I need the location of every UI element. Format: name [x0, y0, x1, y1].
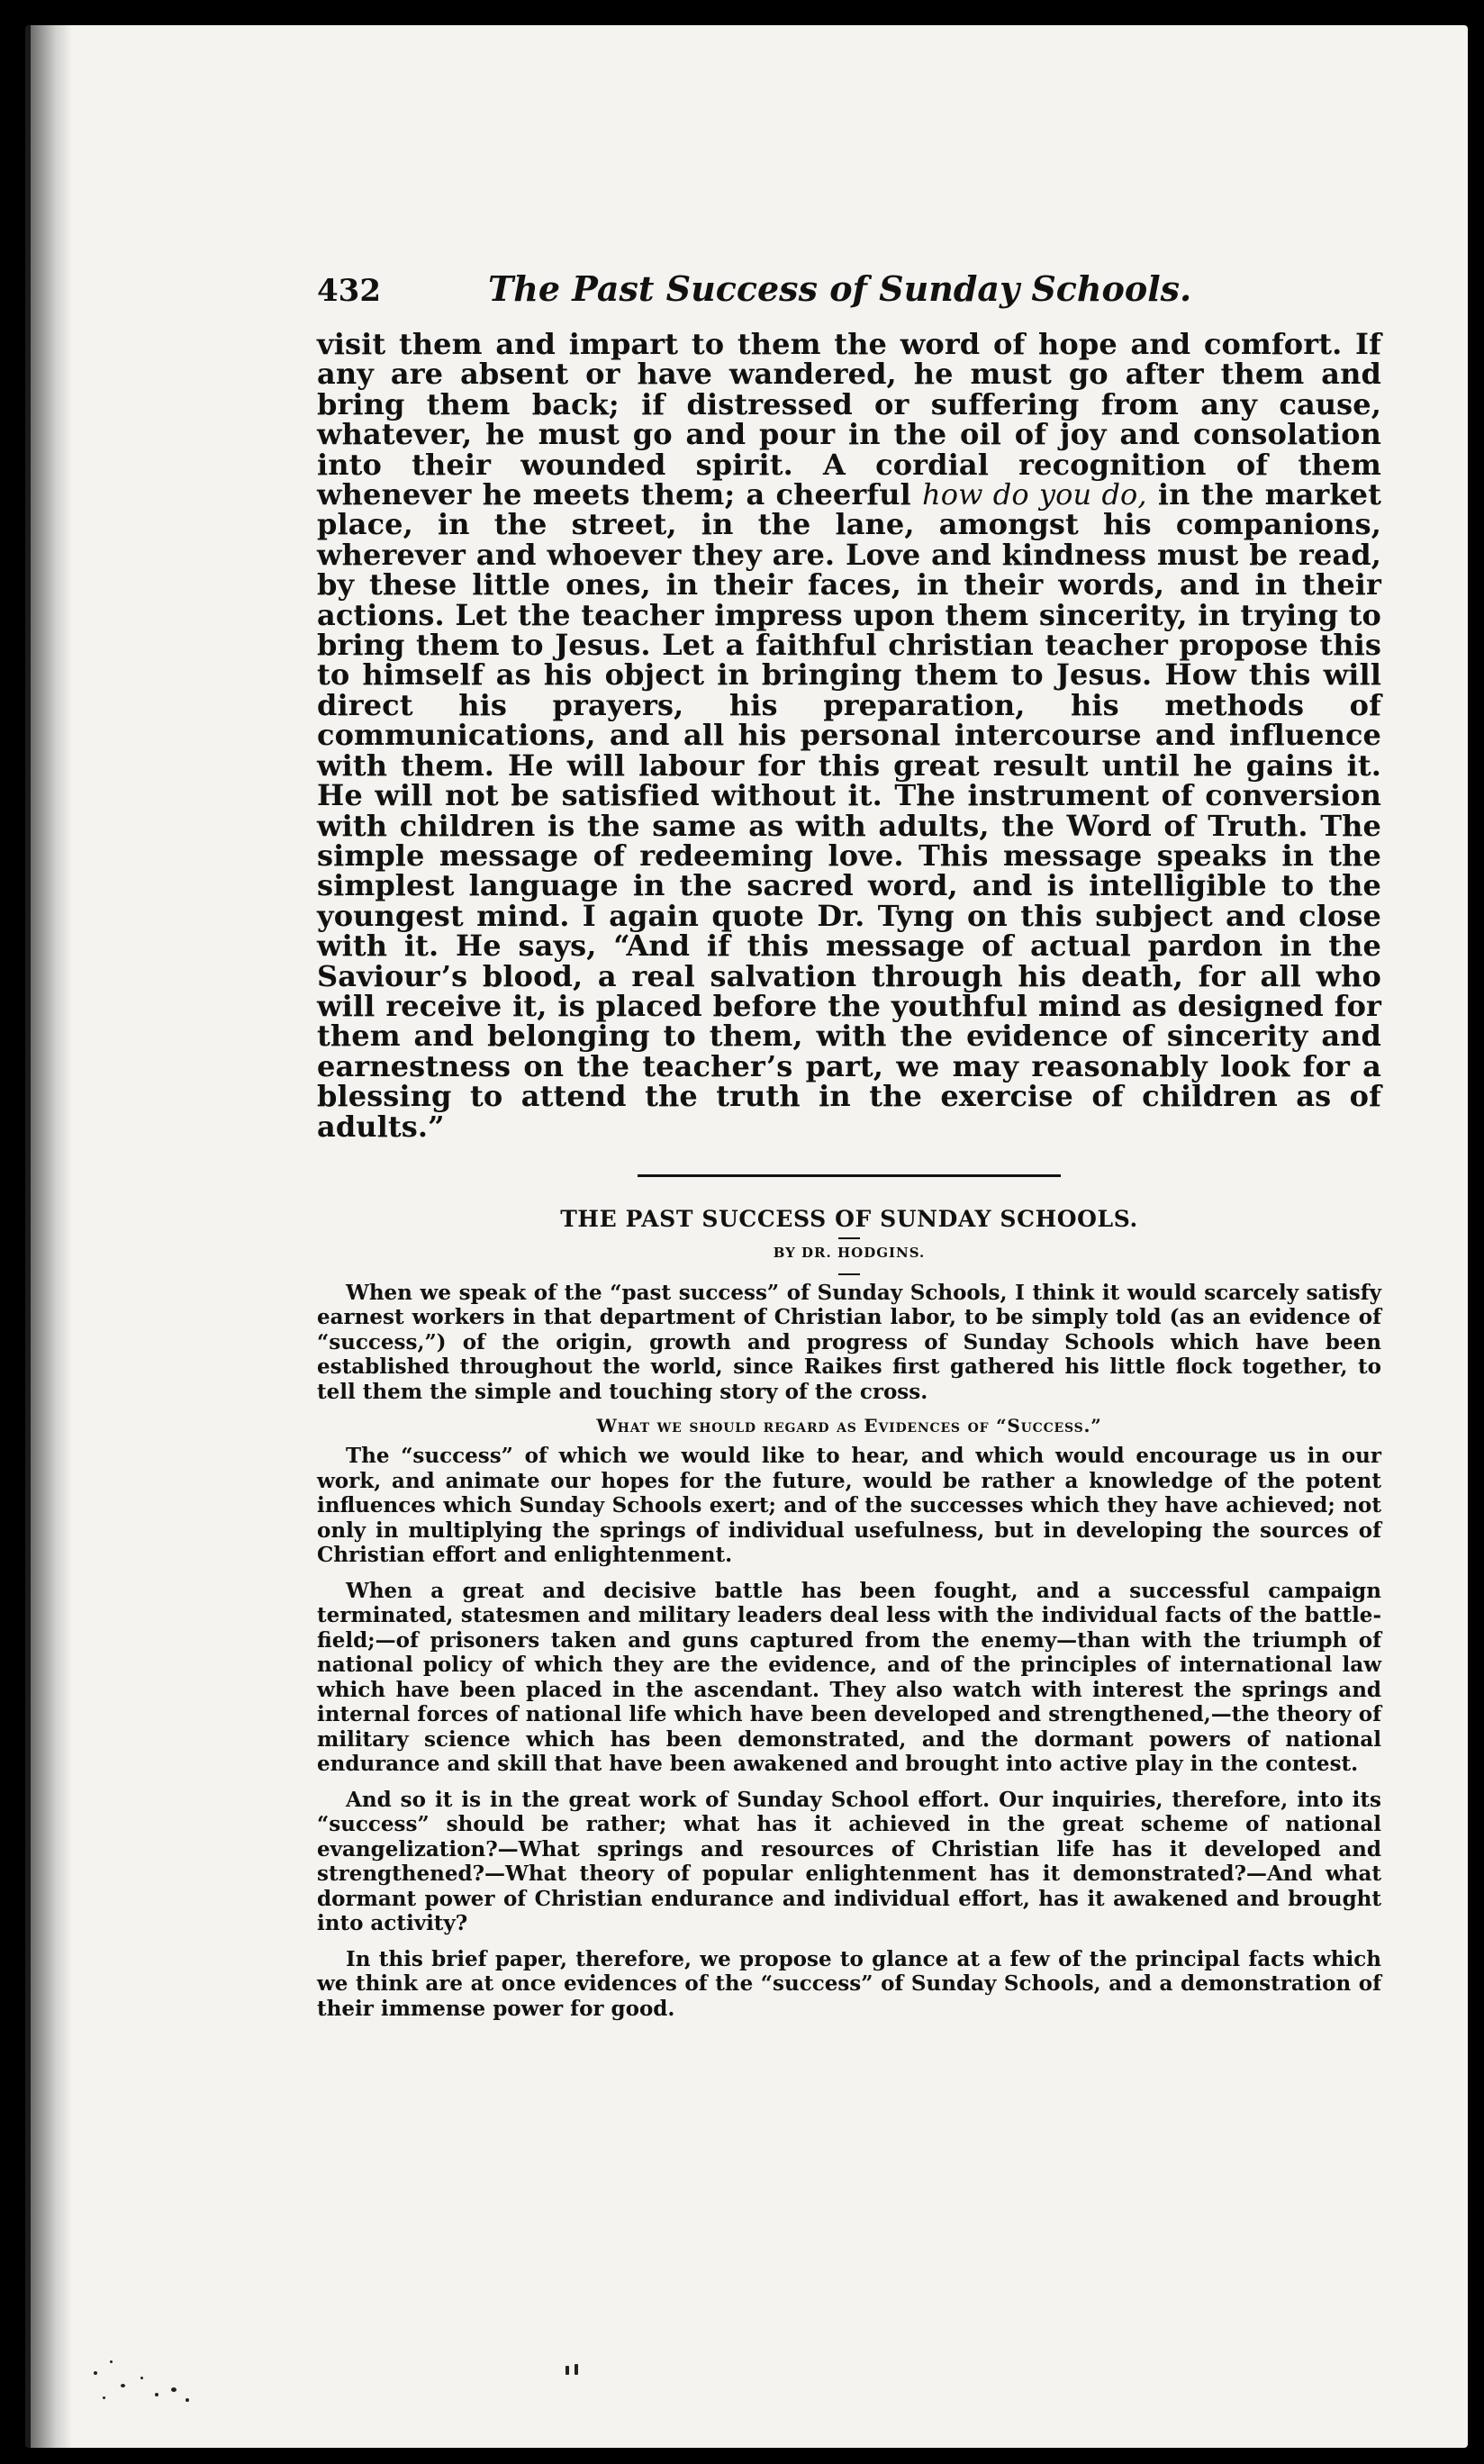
section-divider	[638, 1174, 1061, 1177]
scan-specks	[85, 2353, 211, 2407]
italic-phrase: how do you do,	[922, 477, 1147, 512]
page-number: 432	[317, 273, 381, 309]
title-rule	[838, 1237, 860, 1239]
body-paragraph-3: And so it is in the great work of Sunday School effort. Our inquiries, therefore, into its “success” should be rather; what has it achieved in the great scheme of national evangelization?—What springs and resources of Christian life has it developed and strengthened?—What theory of popular enlightenment has it demonstrated?—And what dormant power of Christian endurance and individual effort, has it awakened and brought into activity?	[317, 1787, 1381, 1936]
section-heading: What we should regard as Evidences of “Success.”	[596, 1415, 1102, 1437]
body-paragraph-1: The “success” of which we would like to hear, and which would encourage us in our work, and animate our hopes for the future, would be rather a knowledge of the potent influences which Sunday Schools exert; and of the successes which they have achieved; not only in multiplying the springs of individual usefulness, but in developing the sources of Christian effort and enlightenment.	[317, 1444, 1381, 1568]
byline-rule	[838, 1273, 860, 1275]
continued-paragraph-part-2: in the market place, in the street, in the lane, amongst his companions, wherever and whoever they are. Love and kindness must be read, by these little ones, in their faces, in their words, and in their actions. Let the teacher impress upon them sincerity, in trying to bring them to Jesus. Let a faithful christian teacher propose this to himself as his object in bringing them to Jesus. How this will direct his prayers, his preparation, his methods of communications, and all his personal intercourse and influence with them. He will labour for this great result until he gains it. He will not be satisfied without it. The instrument of conversion with children is the same as with adults, the Word of Truth. The simple message of redeeming love. This message speaks in the simplest language in the sacred word, and is intelligible to the youngest mind. I again quote Dr. Tyng on this subject and close with it. He says, “And if this message of actual pardon in the Saviour’s blood, a real salvation through his death, for all who will receive it, is placed before the youthful mind as designed for them and belonging to them, with the evidence of sincerity and earnestness on the teacher’s part, we may reasonably look for a blessing to attend the truth in the exercise of children as of adults.”	[317, 477, 1381, 1144]
scan-mark	[564, 2362, 585, 2378]
byline: BY DR. HODGINS.	[773, 1244, 926, 1261]
continued-paragraph-part-1: visit them and impart to them the word of hope and comfort. If any are absent or have wandered, he must go after them and bring them back; if distressed or suffering from any cause, whatever, he must go and pour in the oil of joy and consolation into their wounded spirit. A cordial recognition of them whenever he meets them; a cheerful	[317, 327, 1381, 512]
continued-paragraph	[317, 327, 1381, 1144]
article-title: THE PAST SUCCESS OF SUNDAY SCHOOLS.	[560, 1205, 1138, 1232]
body-paragraph-2: When a great and decisive battle has been fought, and a successful campaign terminated, statesmen and military leaders deal less with the individual facts of the battle-field;—of prisoners taken and guns captured from the enemy—than with the triumph of national policy of which they are the evidence, and of the principles of international law which have been placed in the ascendant. They also watch with interest the springs and internal forces of national life which have been developed and strengthened,—the theory of military science which has been demonstrated, and the dormant powers of national endurance and skill that have been awakened and brought into active play in the contest.	[317, 1578, 1381, 1777]
page-content	[317, 268, 1381, 2021]
body-paragraph-4: In this brief paper, therefore, we propose to glance at a few of the principal facts which we think are at once evidences of the “success” of Sunday Schools, and a demonstration of their immense power for good.	[317, 1946, 1381, 2021]
book-page	[25, 25, 1468, 2448]
intro-paragraph: When we speak of the “past success” of Sunday Schools, I think it would scarcely satisfy earnest workers in that department of Christian labor, to be simply told (as an evidence of “success,”) of the origin, growth and progress of Sunday Schools which have been established throughout the world, since Raikes first gathered his little flock together, to tell them the simple and touching story of the cross.	[317, 1280, 1381, 1404]
gutter-shadow	[31, 25, 72, 2448]
running-head-title: The Past Success of Sunday Schools.	[488, 268, 1192, 309]
running-head	[317, 268, 1381, 322]
